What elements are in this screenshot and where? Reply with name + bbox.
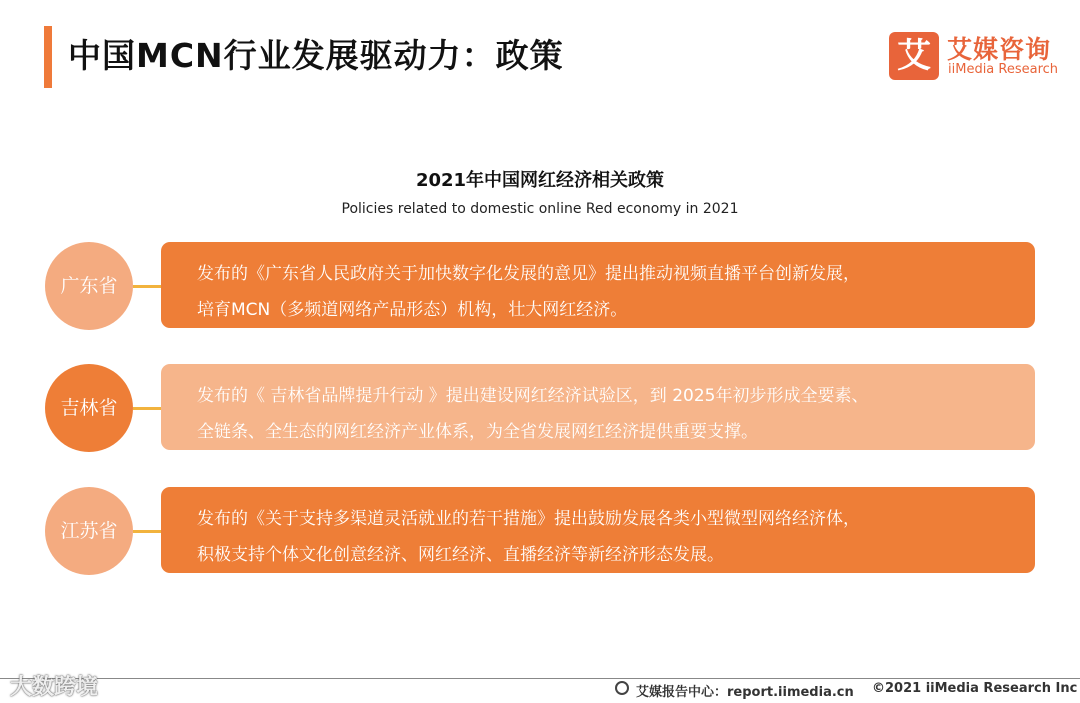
section-title: 2021年中国网红经济相关政策 (415, 170, 665, 191)
brand-logo (889, 30, 1061, 82)
section-subtitle: Policies related to domestic online Red economy in 2021 (341, 201, 739, 217)
globe-icon (615, 681, 629, 695)
province-badge: 江苏省 (45, 487, 133, 575)
logo-mark-icon: 艾 (889, 32, 939, 80)
title-accent-bar (44, 26, 52, 88)
policy-row-jilin (45, 364, 1035, 454)
policy-card (161, 242, 1035, 328)
connector-line (133, 530, 161, 533)
policy-text-line: 发布的《 吉林省品牌提升行动 》提出建设网红经济试验区，到 2025年初步形成全要素、 (197, 386, 869, 406)
footer-source-link[interactable]: 艾媒报告中心：report.iimedia.cn (636, 685, 854, 700)
footer-copyright: ©2021 iiMedia Research Inc (872, 681, 1078, 696)
policy-text-line: 培育MCN（多频道网络产品形态）机构，壮大网红经济。 (197, 300, 628, 320)
connector-line (133, 285, 161, 288)
footer-divider (0, 678, 1080, 679)
policy-text-line: 全链条、全生态的网红经济产业体系，为全省发展网红经济提供重要支撑。 (197, 422, 758, 442)
policy-card (161, 487, 1035, 573)
logo-chinese-name: 艾媒咨询 (947, 35, 1052, 64)
policy-card (161, 364, 1035, 450)
connector-line (133, 407, 161, 410)
policy-text-line: 积极支持个体文化创意经济、网红经济、直播经济等新经济形态发展。 (197, 545, 724, 565)
policy-row-guangdong (45, 242, 1035, 332)
province-badge: 吉林省 (45, 364, 133, 452)
logo-english-name: iiMedia Research (948, 62, 1059, 77)
watermark: 大数跨境 (10, 675, 99, 700)
policy-text-line: 发布的《广东省人民政府关于加快数字化发展的意见》提出推动视频直播平台创新发展， (197, 264, 860, 284)
policy-row-jiangsu (45, 487, 1035, 577)
province-badge: 广东省 (45, 242, 133, 330)
policy-text-line: 发布的《关于支持多渠道灵活就业的若干措施》提出鼓励发展各类小型微型网络经济体， (197, 509, 860, 529)
page-title: 中国MCN行业发展驱动力：政策 (68, 36, 564, 75)
